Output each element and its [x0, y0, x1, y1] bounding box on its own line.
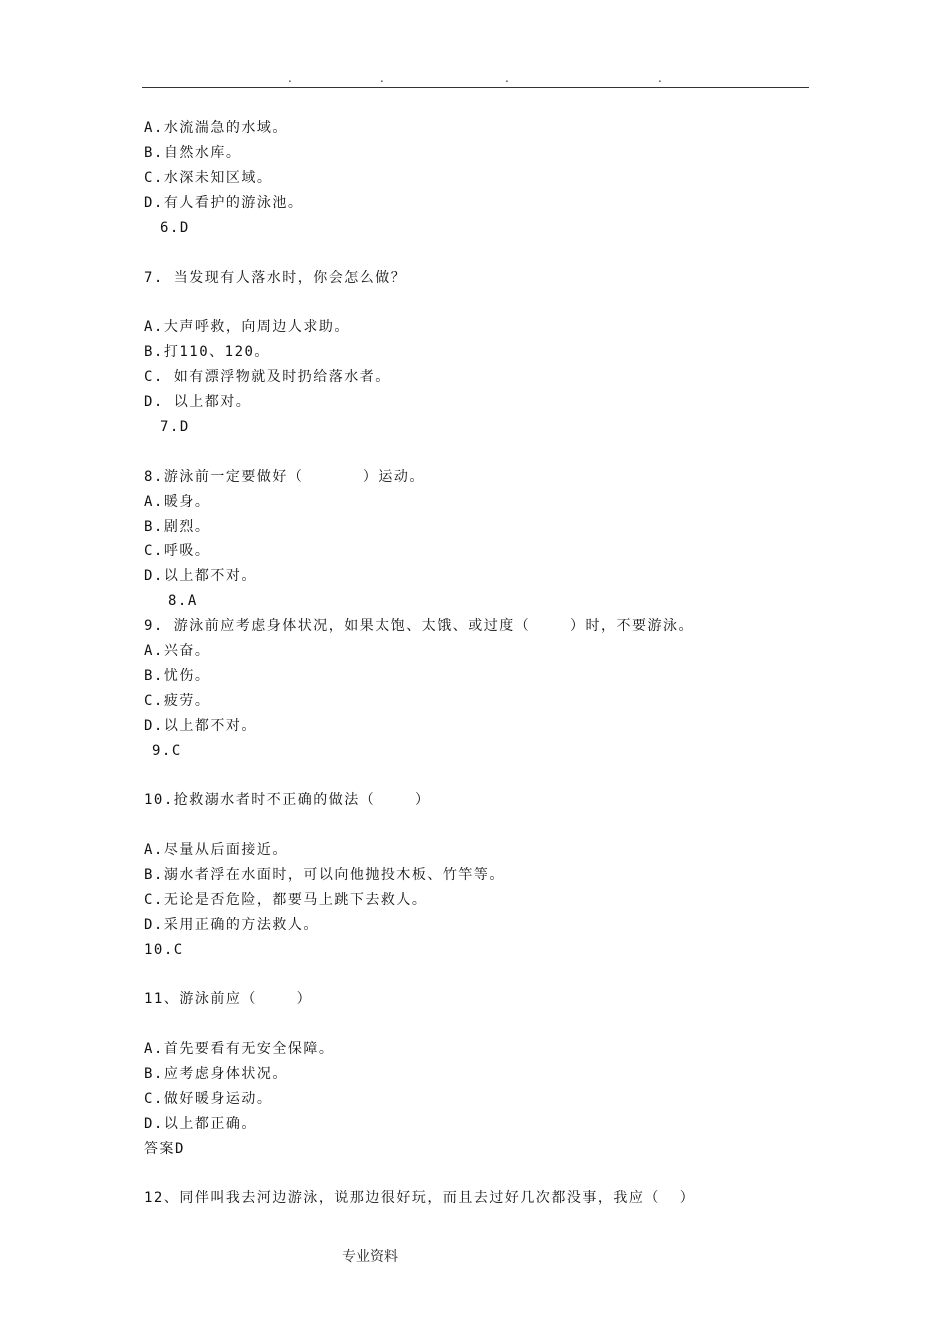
option-line: A.尽量从后面接近。: [144, 842, 288, 858]
option-line: A.兴奋。: [144, 643, 211, 659]
question-line: 7. 当发现有人落水时，你会怎么做？: [144, 270, 407, 286]
answer-line: 答案D: [144, 1141, 185, 1157]
header-dot: .: [380, 71, 384, 85]
answer-line: 10.C: [144, 942, 184, 958]
option-line: A.首先要看有无安全保障。: [144, 1041, 335, 1057]
option-line: B.应考虑身体状况。: [144, 1066, 288, 1082]
header-dot: .: [288, 71, 292, 85]
option-line: C.做好暖身运动。: [144, 1091, 273, 1107]
header-dot: .: [658, 71, 662, 85]
option-line: C.呼吸。: [144, 543, 211, 559]
option-line: D.以上都正确。: [144, 1116, 257, 1132]
option-line: D. 以上都对。: [144, 394, 252, 410]
question-line: 10.抢救溺水者时不正确的做法（ ）: [144, 792, 431, 808]
option-line: C.水深未知区域。: [144, 170, 273, 186]
header-rule: [142, 87, 809, 88]
option-line: A.暖身。: [144, 494, 211, 510]
question-line: 8.游泳前一定要做好（ ）运动。: [144, 469, 425, 485]
answer-line: 8.A: [168, 593, 198, 609]
option-line: B.打110、120。: [144, 344, 270, 360]
footer-text: 专业资料: [342, 1249, 398, 1265]
option-line: C.疲劳。: [144, 693, 211, 709]
option-line: C.无论是否危险，都要马上跳下去救人。: [144, 892, 428, 908]
option-line: D.采用正确的方法救人。: [144, 917, 319, 933]
question-line: 9. 游泳前应考虑身体状况，如果太饱、太饿、或过度（ ）时，不要游泳。: [144, 618, 694, 634]
answer-line: 6.D: [160, 220, 190, 236]
option-line: A.水流湍急的水域。: [144, 120, 288, 136]
question-line: 11、游泳前应（ ）: [144, 991, 313, 1007]
option-line: B.溺水者浮在水面时，可以向他抛投木板、竹竿等。: [144, 867, 505, 883]
question-line: 12、同伴叫我去河边游泳，说那边很好玩，而且去过好几次都没事，我应（ ）: [144, 1190, 696, 1206]
answer-line: 9.C: [152, 743, 182, 759]
option-line: D.以上都不对。: [144, 568, 257, 584]
header-dot: .: [505, 71, 509, 85]
option-line: B.自然水库。: [144, 145, 242, 161]
option-line: C. 如有漂浮物就及时扔给落水者。: [144, 369, 391, 385]
option-line: B.剧烈。: [144, 519, 211, 535]
option-line: B.忧伤。: [144, 668, 211, 684]
option-line: A.大声呼救，向周边人求助。: [144, 319, 350, 335]
option-line: D.有人看护的游泳池。: [144, 195, 304, 211]
option-line: D.以上都不对。: [144, 718, 257, 734]
answer-line: 7.D: [160, 419, 190, 435]
